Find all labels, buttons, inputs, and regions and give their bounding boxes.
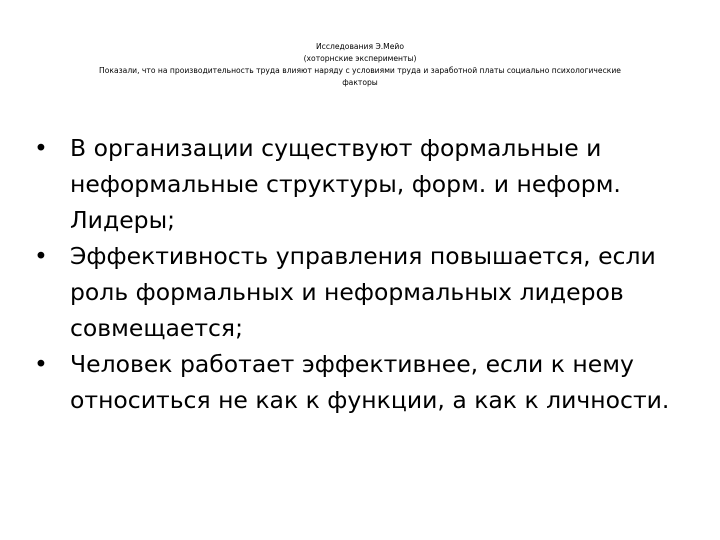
title-line-2: (хоторнские эксперименты) xyxy=(303,54,417,63)
bullet-list xyxy=(26,130,706,418)
bullet-text: Эффективность управления повышается, если роль формальных и неформальных лидеров совмещается; xyxy=(70,242,656,342)
title-line-4: факторы xyxy=(342,78,378,87)
bullet-item xyxy=(26,346,706,418)
bullet-icon: • xyxy=(34,242,48,270)
bullet-item xyxy=(26,130,706,238)
title-line-3: Показали, что на производительность труда влияют наряду с условиями труда и заработной платы социально психологические xyxy=(99,66,621,75)
bullet-item xyxy=(26,238,706,346)
bullet-icon: • xyxy=(34,134,48,162)
slide-title xyxy=(40,41,680,89)
bullet-text: Человек работает эффективнее, если к нему относиться не как к функции, а как к личности. xyxy=(70,350,670,414)
title-line-1: Исследования Э.Мейо xyxy=(316,42,404,51)
bullet-text: В организации существуют формальные и неформальные структуры, форм. и неформ. Лидеры; xyxy=(70,134,621,234)
bullet-icon: • xyxy=(34,350,48,378)
